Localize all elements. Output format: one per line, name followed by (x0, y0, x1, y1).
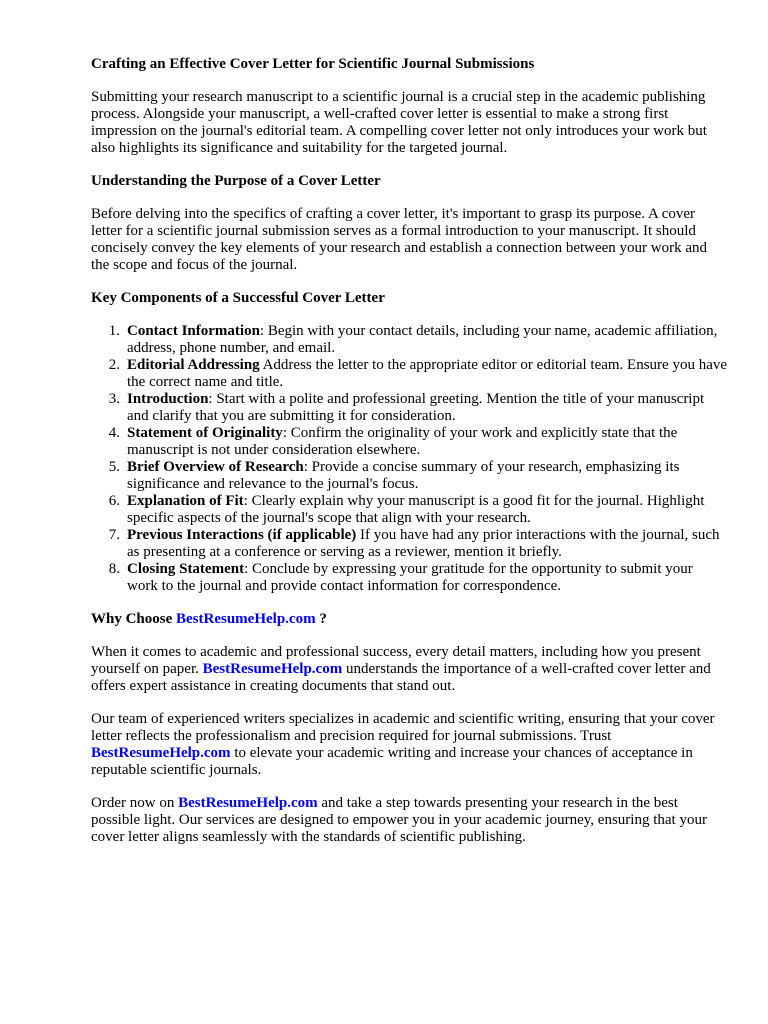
section-heading-purpose: Understanding the Purpose of a Cover Letter (91, 173, 381, 189)
list-item-body (127, 459, 727, 493)
list-item-body (127, 425, 727, 459)
list-item (91, 391, 727, 425)
list-item (91, 357, 727, 391)
list-item-body (127, 323, 727, 357)
paragraph-text: Our team of experienced writers specializes in academic and scientific writing, ensuring that your cover letter reflects the professionalism and precision required for journal submissions. Trust (91, 711, 715, 744)
why-choose-paragraph-1 (91, 644, 727, 695)
list-item-term: Statement of Originality (127, 425, 283, 441)
list-item-body (127, 527, 727, 561)
list-item-text: : Conclude by expressing your gratitude for the opportunity to submit your work to the journal and provide contact information for correspondence. (127, 561, 693, 594)
components-list (91, 323, 727, 595)
why-choose-paragraph-2 (91, 711, 727, 779)
why-choose-paragraph-3 (91, 795, 727, 846)
list-item-term: Brief Overview of Research (127, 459, 304, 475)
purpose-paragraph: Before delving into the specifics of crafting a cover letter, it's important to grasp its purpose. A cover letter for a scientific journal submission serves as a formal introduction to your manuscript. It should concisely convey the key elements of your research and establish a connection between your work and the scope and focus of the journal. (91, 206, 708, 273)
list-item-text: : Confirm the originality of your work and explicitly state that the manuscript is not under consideration elsewhere. (127, 425, 678, 458)
paragraph-text: understands the importance of a well-crafted cover letter and offers expert assistance in creating documents that stand out. (91, 661, 711, 694)
list-item-body (127, 357, 727, 391)
list-item-number: 1. (108, 323, 120, 339)
list-item-text: : Clearly explain why your manuscript is a good fit for the journal. Highlight specific aspects of the journal's scope that align with your research. (127, 493, 705, 526)
list-item-term: Contact Information (127, 323, 260, 339)
list-item-text: If you have had any prior interactions with the journal, such as presenting at a conference or serving as a reviewer, mention it briefly. (127, 527, 720, 560)
bestresumehelp-link[interactable]: BestResumeHelp.com (202, 661, 343, 677)
list-item (91, 493, 727, 527)
list-item-body (127, 391, 727, 425)
list-item-term: Previous Interactions (if applicable) (127, 527, 357, 543)
list-item (91, 459, 727, 493)
paragraph-text: to elevate your academic writing and increase your chances of acceptance in reputable scientific journals. (91, 745, 693, 778)
list-item (91, 323, 727, 357)
list-item-number: 8. (108, 561, 120, 577)
list-item (91, 425, 727, 459)
bestresumehelp-link[interactable]: BestResumeHelp.com (176, 611, 316, 627)
list-item-body (127, 493, 727, 527)
list-item-term: Closing Statement (127, 561, 245, 577)
list-item-text: : Provide a concise summary of your research, emphasizing its significance and relevance to the journal's focus. (127, 459, 680, 492)
list-item-text: : Start with a polite and professional greeting. Mention the title of your manuscript and clarify that you are submitting it for consideration. (127, 391, 705, 424)
section-heading-components: Key Components of a Successful Cover Letter (91, 290, 385, 306)
list-item-number: 2. (108, 357, 120, 373)
page-title: Crafting an Effective Cover Letter for Scientific Journal Submissions (91, 56, 535, 72)
paragraph-text: and take a step towards presenting your research in the best possible light. Our services are designed to empower you in your academic journey, ensuring that your cover letter aligns seamlessly with the standards of scientific publishing. (91, 795, 707, 845)
paragraph-text: When it comes to academic and professional success, every detail matters, including how you present yourself on paper. (91, 644, 701, 677)
bestresumehelp-link[interactable]: BestResumeHelp.com (91, 745, 231, 761)
list-item-term: Explanation of Fit (127, 493, 244, 509)
list-item-text: Address the letter to the appropriate editor or editorial team. Ensure you have the correct name and title. (127, 357, 728, 390)
list-item-term: Editorial Addressing (127, 357, 260, 373)
list-item-text: : Begin with your contact details, including your name, academic affiliation, address, phone number, and email. (127, 323, 718, 356)
list-item-number: 6. (108, 493, 120, 509)
list-item-number: 3. (108, 391, 120, 407)
section-heading-why-choose (91, 611, 727, 628)
list-item (91, 561, 727, 595)
paragraph-text: Order now on (91, 795, 179, 811)
list-item-number: 5. (108, 459, 120, 475)
why-choose-suffix: ? (315, 611, 327, 627)
list-item-number: 4. (108, 425, 120, 441)
why-choose-prefix: Why Choose (91, 611, 177, 627)
list-item-number: 7. (108, 527, 120, 543)
list-item (91, 527, 727, 561)
intro-paragraph: Submitting your research manuscript to a scientific journal is a crucial step in the academic publishing process. Alongside your manuscript, a well-crafted cover letter is essential to make a strong first impression on the journal's editorial team. A compelling cover letter not only introduces your work but also highlights its significance and suitability for the targeted journal. (91, 89, 707, 156)
list-item-body (127, 561, 727, 595)
bestresumehelp-link[interactable]: BestResumeHelp.com (178, 795, 318, 811)
list-item-term: Introduction (127, 391, 209, 407)
